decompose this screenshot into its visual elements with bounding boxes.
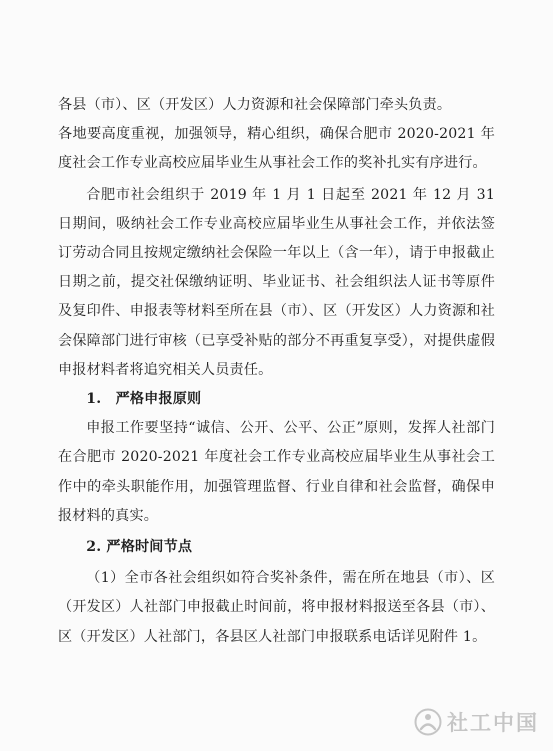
paragraph-principles: 申报工作要坚持“诚信、公开、公平、公正”原则，发挥人社部门在合肥市 2020-2021 年度社会工作专业高校应届毕业生从事社会工作中的牵头职能作用，加强管理监督、行业自律和社会监督，确保申报材料的真实。 xyxy=(58,420,495,524)
heading-application-principles: 1. 严格申报原则 xyxy=(86,391,202,408)
watermark-text: 社工中国 xyxy=(447,711,539,735)
paragraph-eligibility: 合肥市社会组织于 2019 年 1 月 1 日起至 2021 年 12 月 31 日期间，吸纳社会工作专业高校应届毕业生从事社会工作，并依法签订劳动合同且按规定缴纳社会保险一年以上（含一年），请于申报截止日期之前，提交社保缴纳证明、毕业证书、社会组织法人证书等原件及复印件、申报表等材料至所在县（市）、区（开发区）人力资源和社会保障部门进行审核（已享受补贴的部分不再重复享受），对提供虚假申报材料者将追究相关人员责任。 xyxy=(58,186,495,378)
heading-time-nodes: 2. 严格时间节点 xyxy=(86,539,193,556)
paragraph-responsibility: 各县（市）、区（开发区）人力资源和社会保障部门牵头负责。 xyxy=(58,97,452,113)
paragraph-organization: 各地要高度重视，加强领导，精心组织，确保合肥市 2020-2021 年度社会工作专业高校应届毕业生从事社会工作的奖补扎实有序进行。 xyxy=(58,126,495,172)
paragraph-deadline: （1）全市各社会组织如符合奖补条件，需在所在地县（市）、区（开发区）人社部门申报截止时间前，将申报材料报送至各县（市）、区（开发区）人社部门，各县区人社部门申报联系电话详见附件 1。 xyxy=(58,570,495,645)
watermark xyxy=(414,707,539,737)
social-work-logo-icon xyxy=(414,708,442,736)
document-body xyxy=(58,91,495,652)
